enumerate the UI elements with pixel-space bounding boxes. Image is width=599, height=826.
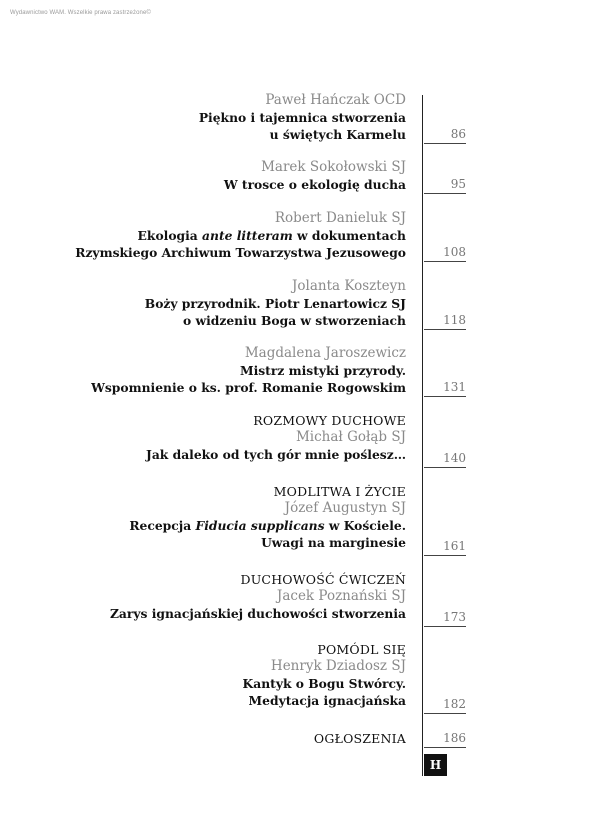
- toc-title-line: Piękno i tajemnica stworzenia: [198, 110, 406, 125]
- toc-page-number: 161: [424, 538, 466, 556]
- toc-page-number: 182: [424, 696, 466, 714]
- toc-title-line: W trosce o ekologię ducha: [223, 177, 406, 192]
- toc-title-line: Rzymskiego Archiwum Towarzystwa Jezusowego: [75, 245, 406, 260]
- toc-title-line: o widzeniu Boga w stworzeniach: [183, 313, 406, 328]
- toc-entry[interactable]: [6, 159, 406, 193]
- toc-author: Henryk Dziadosz SJ: [270, 658, 406, 674]
- toc-section-heading: ROZMOWY DUCHOWE: [253, 413, 406, 428]
- toc-title-line: Boży przyrodnik. Piotr Lenartowicz SJ: [144, 296, 406, 311]
- toc-author: Robert Danieluk SJ: [274, 210, 406, 226]
- toc-title-line: Medytacja ignacjańska: [248, 693, 406, 708]
- toc-entry[interactable]: [6, 412, 406, 463]
- toc-title-line: Wspomnienie o ks. prof. Romanie Rogowskim: [91, 380, 406, 395]
- toc-title-line: Recepcja Fiducia supplicans w Kościele.: [129, 518, 406, 533]
- toc-entry[interactable]: [6, 345, 406, 396]
- toc-title-line: Jak daleko od tych gór mnie poślesz…: [146, 447, 406, 462]
- publisher-logo: H: [424, 754, 447, 776]
- toc-entry[interactable]: [6, 483, 406, 551]
- toc-title-line: Mistrz mistyki przyrody.: [239, 363, 406, 378]
- toc-section-heading: MODLITWA I ŻYCIE: [273, 484, 406, 499]
- toc-page-number: 118: [424, 312, 466, 330]
- copyright-watermark: Wydawnictwo WAM. Wszelkie prawa zastrzeżone©: [10, 10, 151, 16]
- toc-page-number: 86: [424, 126, 466, 144]
- toc-author: Michał Gołąb SJ: [295, 429, 406, 445]
- toc-title-line: Ekologia ante litteram w dokumentach: [137, 228, 406, 243]
- toc-author: Jolanta Koszteyn: [292, 278, 406, 294]
- toc-entry[interactable]: [6, 278, 406, 329]
- toc-author: Jacek Poznański SJ: [276, 588, 406, 604]
- toc-entry[interactable]: [6, 641, 406, 709]
- toc-page-number: 173: [424, 609, 466, 627]
- toc-author: Magdalena Jaroszewicz: [244, 345, 406, 361]
- toc-entry[interactable]: [6, 92, 406, 143]
- toc-author: Marek Sokołowski SJ: [261, 159, 406, 175]
- toc-title-line: Uwagi na marginesie: [261, 535, 406, 550]
- toc-page-number: 186: [424, 730, 466, 748]
- toc-page-number: 140: [424, 450, 466, 468]
- toc-section-heading: DUCHOWOŚĆ ĆWICZEŃ: [240, 572, 406, 587]
- toc-page-number: 95: [424, 176, 466, 194]
- toc-entry[interactable]: [6, 571, 406, 622]
- toc-author: Józef Augustyn SJ: [284, 500, 406, 516]
- toc-vertical-rule: [422, 95, 423, 776]
- toc-title-line: Kantyk o Bogu Stwórcy.: [242, 676, 406, 691]
- toc-section-heading: OGŁOSZENIA: [313, 731, 406, 746]
- toc-section-heading: POMÓDL SIĘ: [317, 642, 406, 657]
- toc-title-line: Zarys ignacjańskiej duchowości stworzenia: [109, 606, 406, 621]
- toc-entry[interactable]: [6, 210, 406, 261]
- toc-page-number: 108: [424, 244, 466, 262]
- toc-title-line: u świętych Karmelu: [269, 127, 406, 142]
- toc-page-number: 131: [424, 379, 466, 397]
- toc-entry[interactable]: [6, 730, 406, 747]
- toc-author: Paweł Hańczak OCD: [265, 92, 406, 108]
